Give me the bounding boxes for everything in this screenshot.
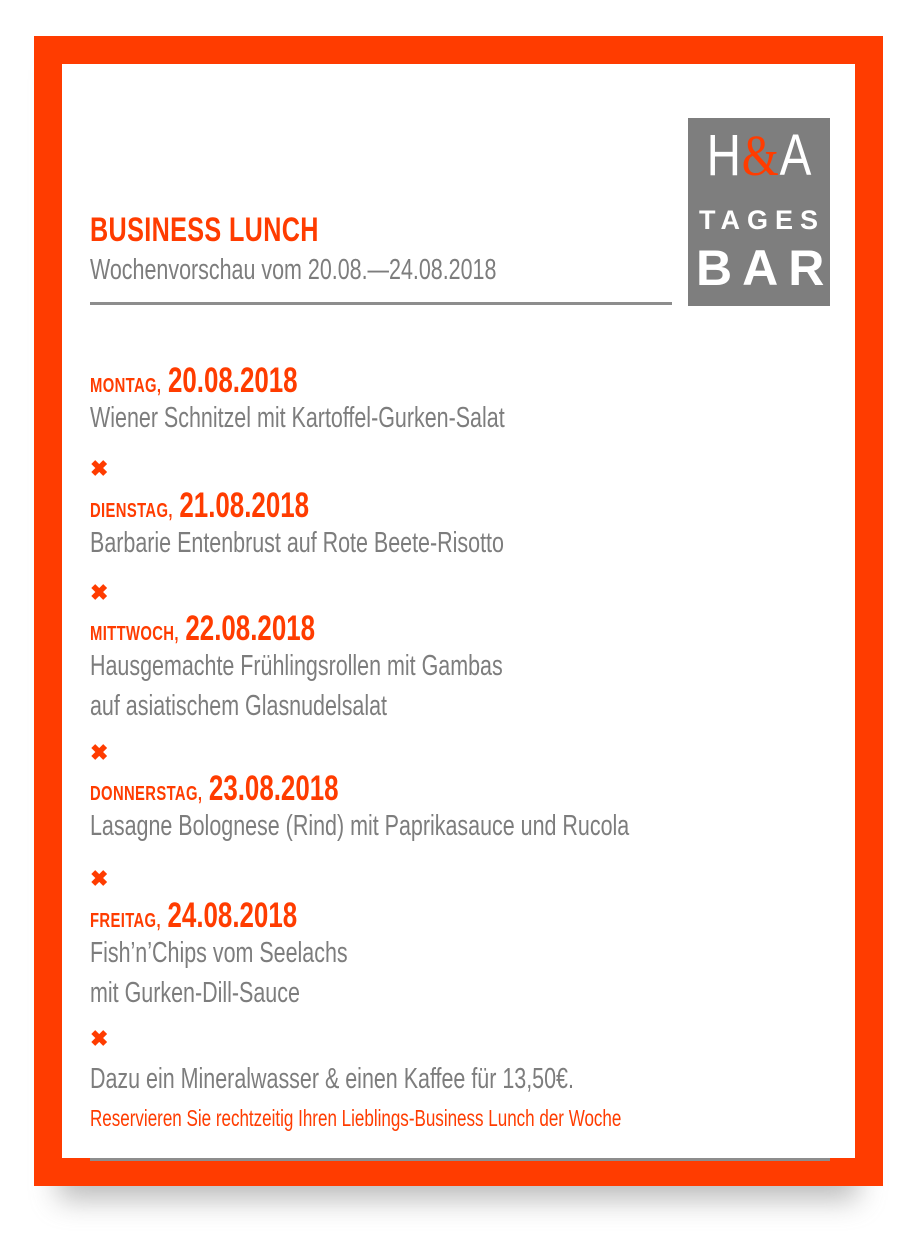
weekday-label: DIENSTAG, [90,500,173,522]
reservation-note: Reservieren Sie rechtzeitig Ihren Lieblings-Business Lunch der Woche [90,1105,622,1131]
week-subtitle: Wochenvorschau vom 20.08.—24.08.2018 [90,254,497,286]
day-date: 20.08.2018 [167,361,298,400]
footer-divider [90,1158,830,1161]
day-heading [90,486,649,525]
day-heading [90,769,819,808]
weekday-label: MONTAG, [90,375,162,397]
cross-icon: ✖ [90,1026,109,1051]
logo-bar: BAR [696,240,835,296]
day-entry [90,609,648,726]
cross-icon: ✖ [90,866,109,891]
day-heading [90,896,438,935]
day-entry [90,486,649,563]
logo-monogram: H&A [706,123,812,188]
dish-line: Barbarie Entenbrust auf Rote Beete-Risotto [90,527,504,559]
header-divider [90,302,672,305]
day-heading [90,361,650,400]
day-date: 23.08.2018 [208,769,339,808]
cross-icon: ✖ [90,456,109,481]
dish-line: Lasagne Bolognese (Rind) mit Paprikasauce und Rucola [90,810,630,842]
dish-line: Hausgemachte Frühlingsrollen mit Gambas [90,650,503,682]
dish-line: auf asiatischem Glasnudelsalat [90,690,388,722]
dish-line: Fish’n’Chips vom Seelachs [90,937,348,969]
day-entry [90,896,438,1013]
weekday-label: FREITAG, [90,910,161,932]
cross-icon: ✖ [90,740,109,765]
dish-line: mit Gurken-Dill-Sauce [90,977,300,1009]
day-date: 24.08.2018 [167,896,298,935]
day-date: 22.08.2018 [185,609,316,648]
menu-card-frame [34,36,883,1186]
day-date: 21.08.2018 [179,486,310,525]
day-entry [90,361,650,438]
menu-card [62,64,855,1158]
weekday-label: MITTWOCH, [90,623,179,645]
page-title: BUSINESS LUNCH [90,211,319,249]
weekday-label: DONNERSTAG, [90,783,203,805]
price-note: Dazu ein Mineralwasser & einen Kaffee für 13,50€. [90,1063,574,1095]
dish-line: Wiener Schnitzel mit Kartoffel-Gurken-Salat [90,402,505,434]
logo-tages: TAGES [698,205,825,235]
day-entry [90,769,819,846]
cross-icon: ✖ [90,580,109,605]
day-heading [90,609,648,648]
logo [688,118,835,306]
